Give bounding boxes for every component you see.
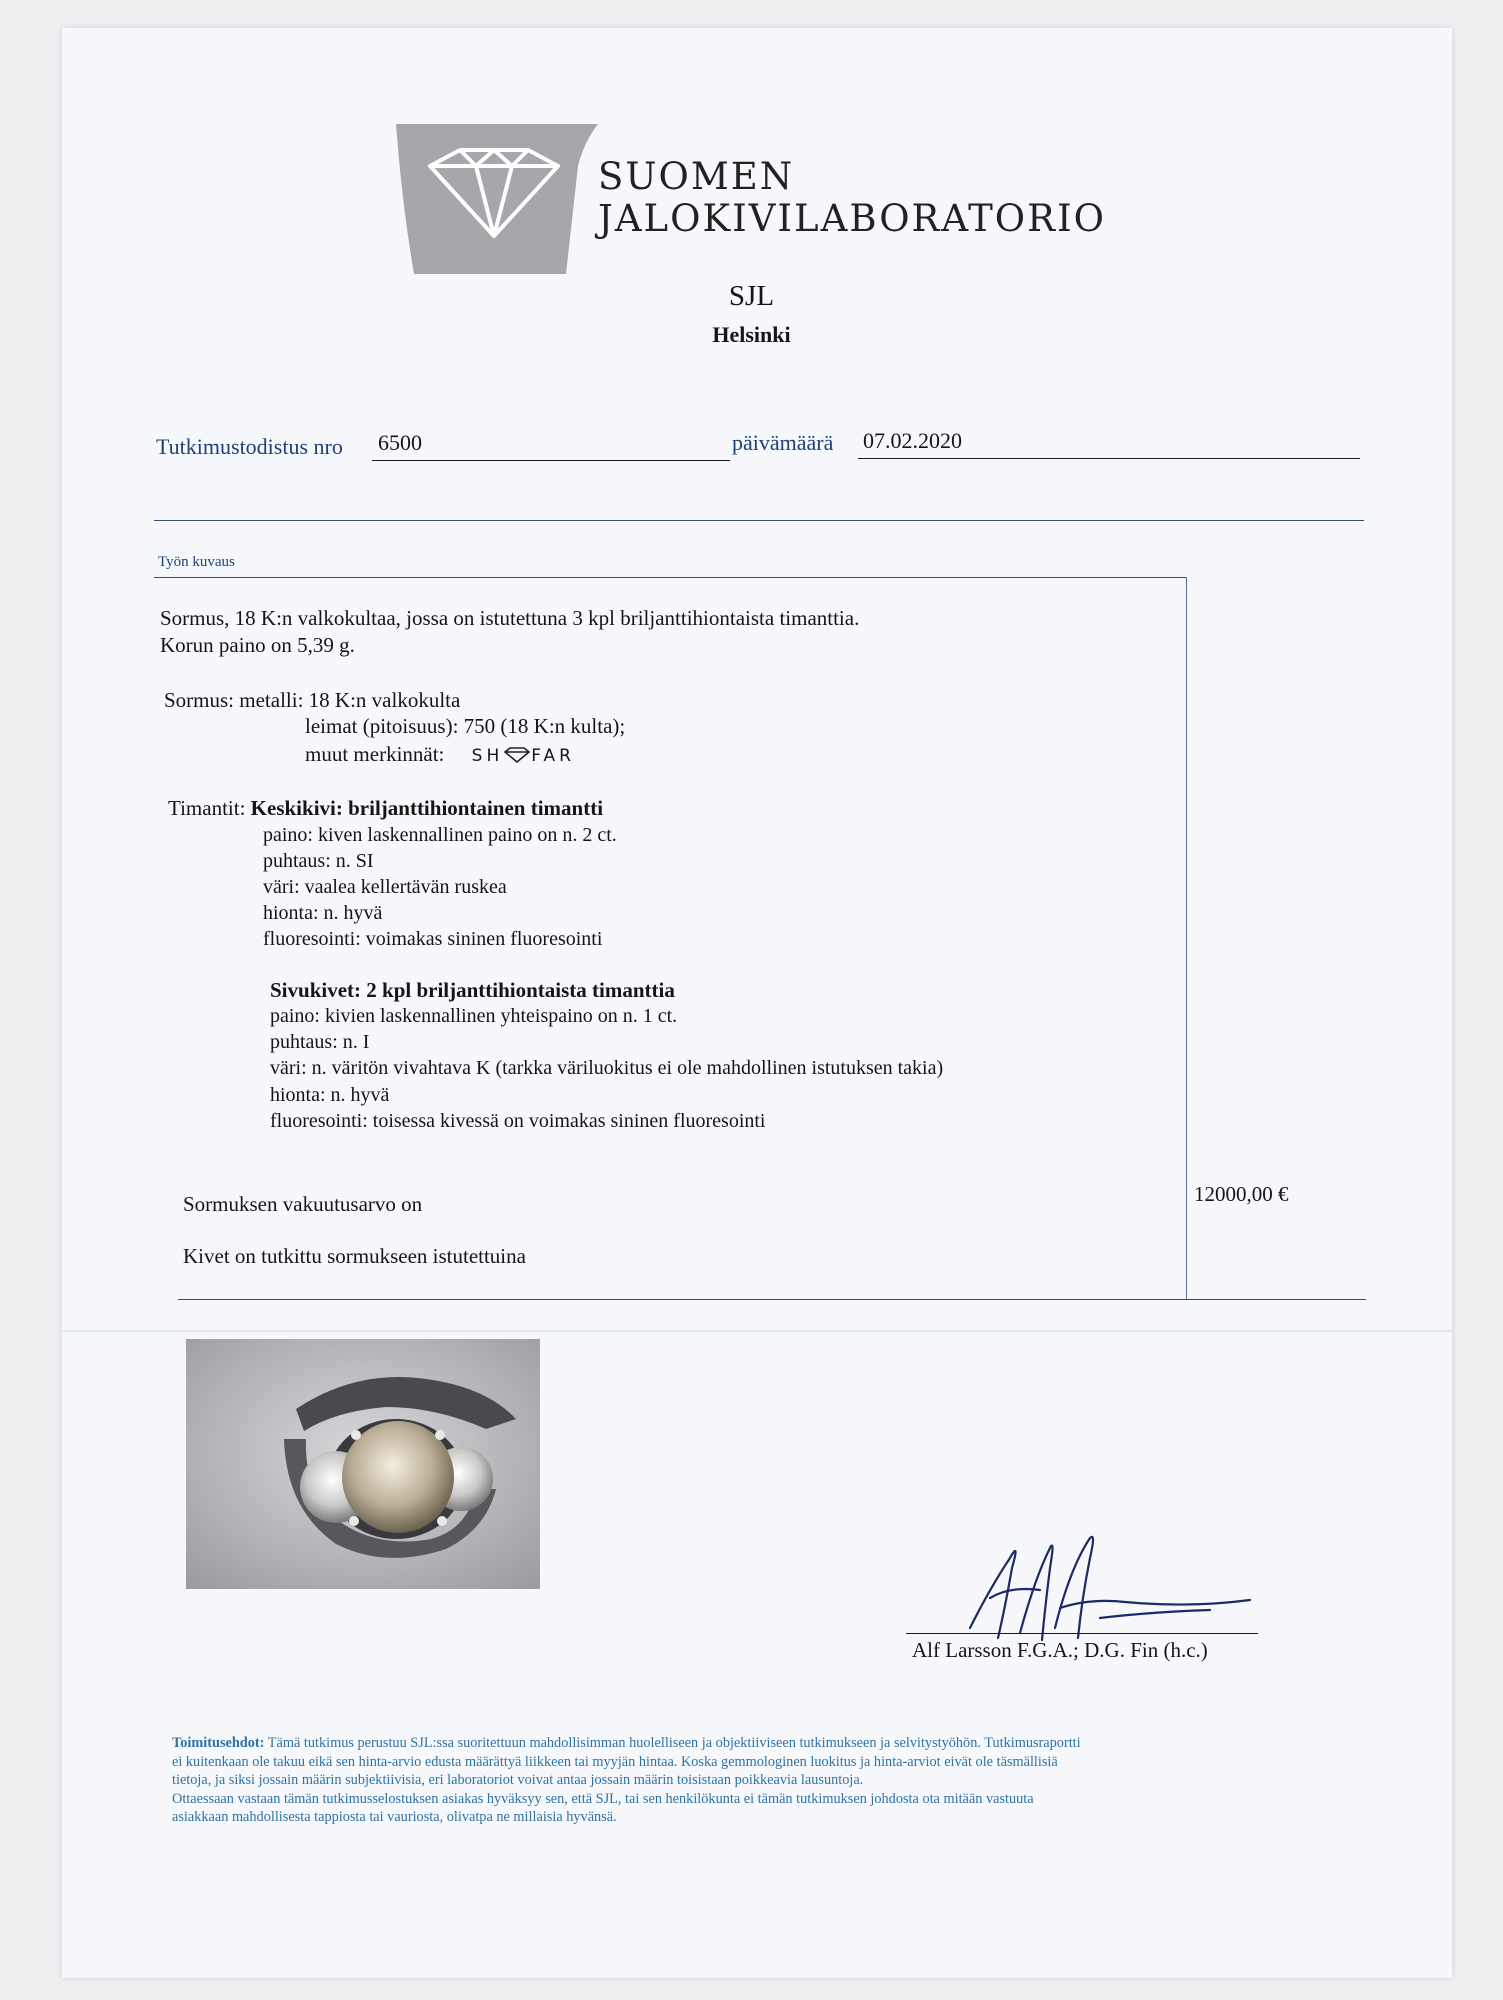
ring-metal bbox=[164, 686, 460, 714]
ring-marks bbox=[305, 712, 625, 740]
ring-photo bbox=[186, 1339, 540, 1589]
work-description-label: Työn kuvaus bbox=[158, 554, 235, 570]
insurance-label: Sormuksen vakuutusarvo on bbox=[183, 1192, 423, 1216]
lab-city: Helsinki bbox=[712, 322, 791, 347]
section-divider bbox=[154, 520, 1364, 521]
work-label-underline bbox=[154, 577, 1186, 578]
signer-name: Alf Larsson F.G.A.; D.G. Fin (h.c.) bbox=[912, 1638, 1208, 1662]
side-stones-clarity: puhtaus: n. I bbox=[270, 1031, 370, 1053]
value-column-line bbox=[1186, 577, 1187, 1299]
ring-other-label: muut merkinnät: bbox=[305, 742, 445, 766]
center-stone-clarity: puhtaus: n. SI bbox=[263, 850, 374, 872]
diamonds-intro: Timantit: bbox=[168, 796, 246, 820]
terms-line-1 bbox=[172, 1734, 1342, 1753]
ring-metal-label: Sormus: metalli: bbox=[164, 688, 304, 712]
paper-fold bbox=[62, 1330, 1452, 1332]
date-label: päivämäärä bbox=[732, 430, 834, 455]
ring-other-marks bbox=[305, 740, 575, 770]
lab-name-line1: SUOMEN bbox=[598, 155, 795, 198]
center-stone-color: väri: vaalea kellertävän ruskea bbox=[263, 876, 507, 898]
number-underline bbox=[372, 460, 730, 461]
terms-line-3: tietoja, ja siksi jossain määrin subjektiivisia, eri laboratoriot voivat antaa jossain määrin toisistaan poikkeavia lausuntoja. bbox=[172, 1772, 864, 1788]
diamonds-heading bbox=[168, 794, 603, 822]
diamond-icon bbox=[388, 124, 608, 274]
side-stones-cut: hionta: n. hyvä bbox=[270, 1084, 390, 1106]
small-diamond-icon bbox=[503, 747, 531, 763]
delivery-terms bbox=[172, 1734, 1342, 1827]
center-stone-weight: paino: kiven laskennallinen paino on n. 2 ct. bbox=[263, 824, 617, 846]
maker-mark-right: FAR bbox=[531, 746, 575, 766]
lab-name bbox=[598, 156, 1106, 240]
side-stones-weight: paino: kivien laskennallinen yhteispaino on n. 1 ct. bbox=[270, 1005, 678, 1027]
ring-marks-value: 750 (18 K:n kulta); bbox=[463, 714, 626, 738]
center-stone-fluorescence: fluoresointi: voimakas sininen fluoresointi bbox=[263, 928, 603, 950]
ring-image bbox=[186, 1339, 540, 1589]
work-line-2: Korun paino on 5,39 g. bbox=[160, 633, 355, 657]
maker-mark-left: SH bbox=[471, 746, 504, 766]
center-stone-title: Keskikivi: briljanttihiontainen timantti bbox=[250, 796, 604, 820]
certificate-date: 07.02.2020 bbox=[863, 428, 962, 453]
work-line-1: Sormus, 18 K:n valkokultaa, jossa on istutettuna 3 kpl briljanttihiontaista timanttia. bbox=[160, 606, 860, 630]
lab-abbreviation: SJL bbox=[728, 280, 775, 312]
mounting-note: Kivet on tutkittu sormukseen istutettuina bbox=[183, 1244, 526, 1268]
signature-line bbox=[906, 1633, 1258, 1634]
ring-marks-label: leimat (pitoisuus): bbox=[305, 714, 459, 738]
certificate-number: 6500 bbox=[378, 430, 422, 455]
side-stones-fluorescence: fluoresointi: toisessa kivessä on voimakas sininen fluoresointi bbox=[270, 1110, 766, 1132]
bottom-divider bbox=[178, 1299, 1366, 1300]
terms-line-1-text: Tämä tutkimus perustuu SJL:ssa suoritettuun mahdollisimman huolelliseen ja objektiiviseen tutkimukseen ja selvitystyöhön. Tutkimusraportti bbox=[267, 1735, 1081, 1751]
maker-mark bbox=[472, 746, 575, 766]
date-underline bbox=[858, 458, 1360, 459]
signature bbox=[950, 1528, 1270, 1648]
terms-heading: Toimitusehdot: bbox=[172, 1735, 265, 1751]
terms-line-4: Ottaessaan vastaan tämän tutkimusselostuksen asiakas hyväksyy sen, että SJL, tai sen henkilökunta ei tämän tutkimuksen johdosta ota mitään vastuuta bbox=[172, 1790, 1034, 1807]
insurance-value: 12000,00 € bbox=[1194, 1182, 1289, 1206]
center-stone-cut: hionta: n. hyvä bbox=[263, 902, 383, 924]
terms-line-5: asiakkaan mahdollisesta tappiosta tai vauriosta, olivatpa ne millaisia hyvänsä. bbox=[172, 1809, 617, 1825]
side-stones-color: väri: n. väritön vivahtava K (tarkka väriluokitus ei ole mahdollinen istutuksen takia) bbox=[270, 1057, 944, 1079]
certificate-number-label: Tutkimustodistus nro bbox=[156, 434, 343, 459]
side-stones-title: Sivukivet: 2 kpl briljanttihiontaista timanttia bbox=[270, 978, 675, 1002]
ring-metal-value: 18 K:n valkokulta bbox=[308, 688, 461, 712]
lab-name-line2: JALOKIVILABORATORIO bbox=[598, 197, 1106, 240]
terms-line-2: ei kuitenkaan ole takuu eikä sen hinta-arvio edusta määrättyä liikkeen tai myyjän hintaa. Koska gemmologinen luokitus ja hinta-arviot eivät ole täsmällisiä bbox=[172, 1753, 1058, 1770]
